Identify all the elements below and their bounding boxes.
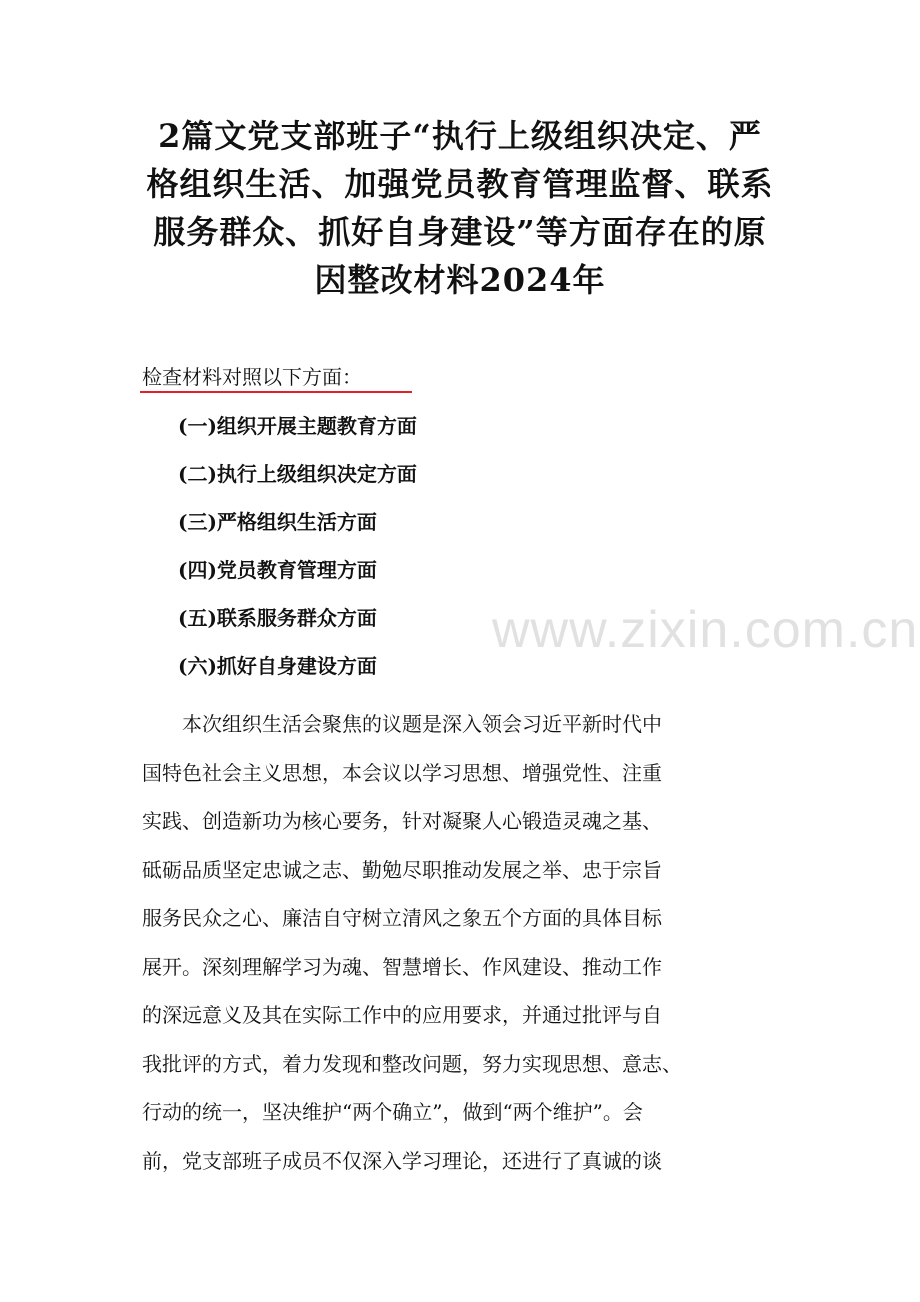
title-line: 因整改材料2024年	[314, 261, 606, 299]
checklist-item: (三)严格组织生活方面	[178, 510, 377, 534]
body-line: 前，党支部班子成员不仅深入学习理论，还进行了真诚的谈	[142, 1148, 662, 1173]
document-title	[130, 112, 790, 304]
title-line: 服务群众、抓好自身建设”等方面存在的原	[153, 213, 767, 251]
checklist-heading: 检查材料对照以下方面：	[142, 365, 362, 389]
title-line: 格组织生活、加强党员教育管理监督、联系	[146, 165, 774, 203]
body-line: 国特色社会主义思想，本会议以学习思想、增强党性、注重	[142, 760, 662, 785]
body-paragraph	[142, 700, 790, 1185]
checklist-item: (五)联系服务群众方面	[178, 606, 377, 630]
checklist-item: (一)组织开展主题教育方面	[178, 414, 417, 438]
body-line: 服务民众之心、廉洁自守树立清风之象五个方面的具体目标	[142, 906, 662, 930]
watermark: www.zixin.com.cn	[492, 601, 919, 659]
body-line: 砥砺品质坚定忠诚之志、勤勉尽职推动发展之举、忠于宗旨	[142, 857, 662, 882]
checklist-item: (四)党员教育管理方面	[178, 558, 377, 582]
body-line: 我批评的方式，着力发现和整改问题，努力实现思想、意志、	[142, 1051, 682, 1076]
title-line: 2篇文党支部班子“执行上级组织决定、严	[158, 117, 762, 155]
body-line: 本次组织生活会聚焦的议题是深入领会习近平新时代中	[142, 712, 662, 736]
checklist-item: (二)执行上级组织决定方面	[178, 462, 417, 486]
body-line: 展开。深刻理解学习为魂、智慧增长、作风建设、推动工作	[142, 954, 662, 979]
body-line: 实践、创造新功为核心要务，针对凝聚人心锻造灵魂之基、	[142, 809, 662, 833]
body-line: 的深远意义及其在实际工作中的应用要求，并通过批评与自	[142, 1003, 662, 1027]
checklist-underline	[140, 391, 412, 393]
checklist-item: (六)抓好自身建设方面	[178, 654, 377, 678]
body-line: 行动的统一，坚决维护“两个确立”，做到“两个维护”。会	[142, 1100, 643, 1124]
